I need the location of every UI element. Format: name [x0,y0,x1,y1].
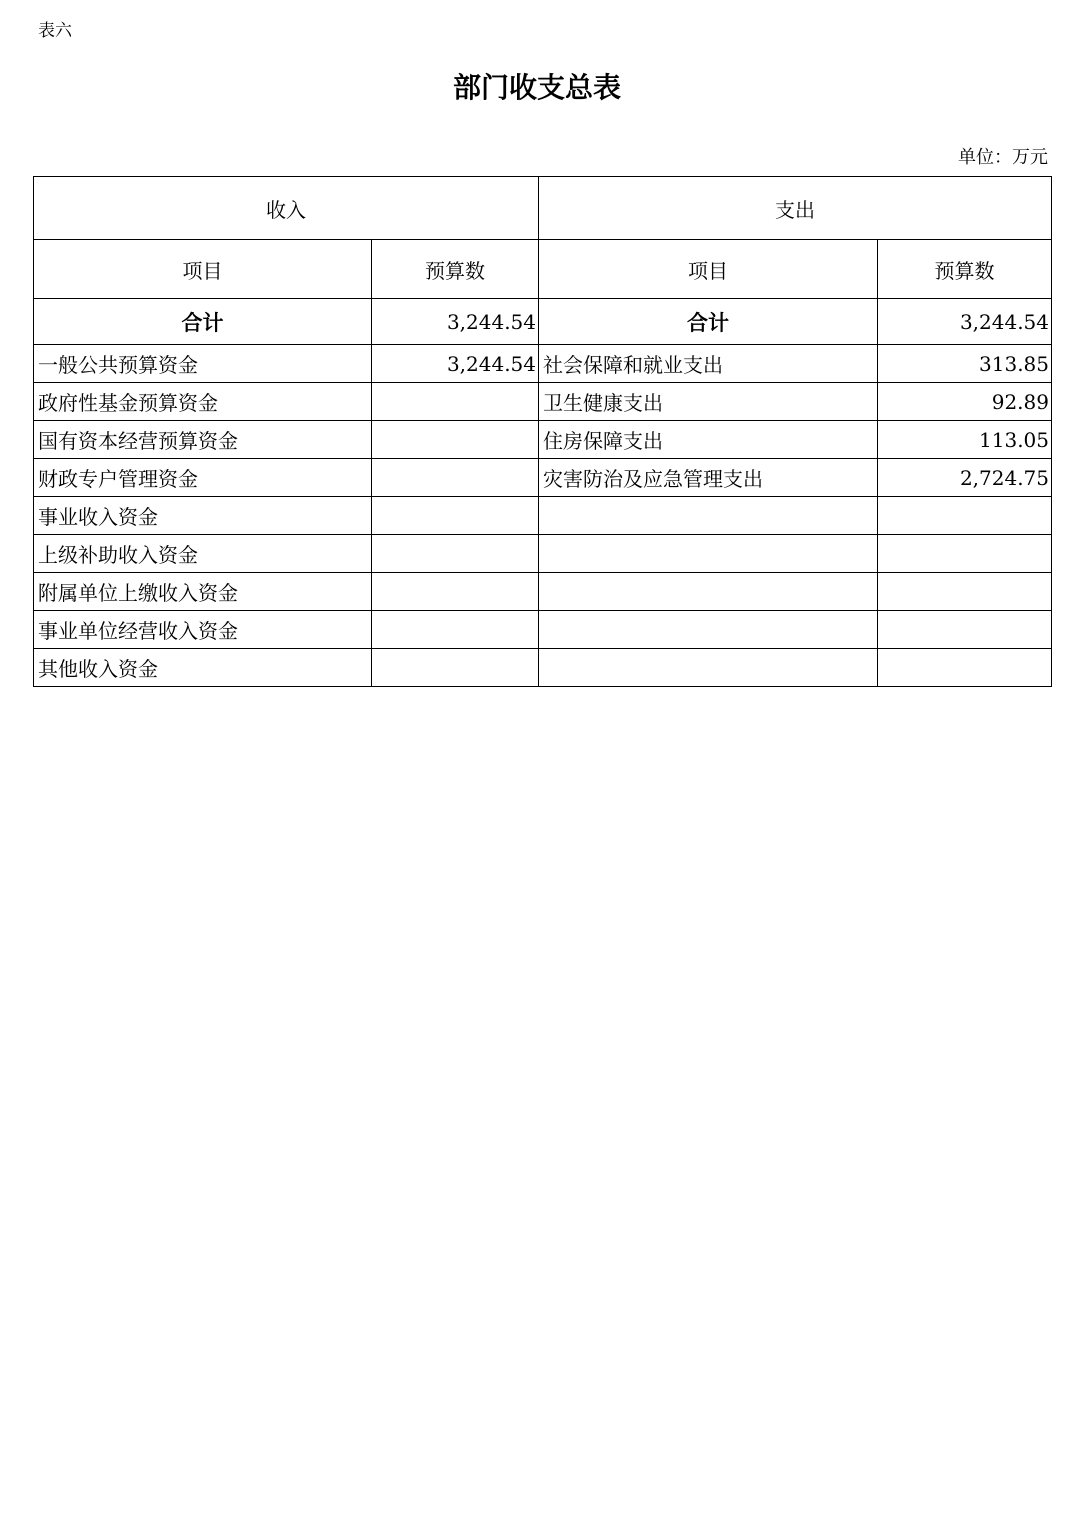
expense-total-label: 合计 [539,299,878,345]
expense-section-header: 支出 [539,177,1052,240]
table-row [34,459,1052,497]
expense-item [539,573,878,611]
table-row [34,421,1052,459]
income-budget-header: 预算数 [372,240,539,299]
income-item: 其他收入资金 [34,649,372,687]
section-header-row [34,177,1052,240]
income-total-value: 3,244.54 [372,299,539,345]
expense-item: 灾害防治及应急管理支出 [539,459,878,497]
income-item: 政府性基金预算资金 [34,383,372,421]
expense-total-value: 3,244.54 [878,299,1052,345]
table-row [34,573,1052,611]
income-value [372,459,539,497]
expense-item [539,535,878,573]
income-total-label: 合计 [34,299,372,345]
expense-value [878,535,1052,573]
table-row [34,345,1052,383]
income-expense-table [33,176,1052,687]
income-value [372,421,539,459]
income-value: 3,244.54 [372,345,539,383]
expense-value: 313.85 [878,345,1052,383]
income-item: 事业收入资金 [34,497,372,535]
table-row [34,535,1052,573]
income-item: 上级补助收入资金 [34,535,372,573]
income-value [372,573,539,611]
column-header-row [34,240,1052,299]
expense-item: 住房保障支出 [539,421,878,459]
expense-budget-header: 预算数 [878,240,1052,299]
unit-label: 单位：万元 [958,147,1048,168]
table-row [34,497,1052,535]
income-item: 财政专户管理资金 [34,459,372,497]
income-value [372,611,539,649]
income-item: 事业单位经营收入资金 [34,611,372,649]
expense-value: 2,724.75 [878,459,1052,497]
expense-item [539,497,878,535]
expense-value [878,649,1052,687]
expense-value [878,573,1052,611]
income-item: 附属单位上缴收入资金 [34,573,372,611]
income-item: 一般公共预算资金 [34,345,372,383]
expense-value [878,611,1052,649]
income-value [372,383,539,421]
income-item: 国有资本经营预算资金 [34,421,372,459]
income-section-header: 收入 [34,177,539,240]
table-row [34,611,1052,649]
expense-item: 卫生健康支出 [539,383,878,421]
table-number: 表六 [38,21,72,41]
expense-value [878,497,1052,535]
expense-value: 92.89 [878,383,1052,421]
table-row [34,649,1052,687]
page-title: 部门收支总表 [452,71,621,104]
expense-item [539,611,878,649]
expense-item: 社会保障和就业支出 [539,345,878,383]
expense-item-header: 项目 [539,240,878,299]
expense-value: 113.05 [878,421,1052,459]
income-value [372,535,539,573]
income-value [372,649,539,687]
income-value [372,497,539,535]
expense-item [539,649,878,687]
total-row [34,299,1052,345]
income-item-header: 项目 [34,240,372,299]
table-row [34,383,1052,421]
